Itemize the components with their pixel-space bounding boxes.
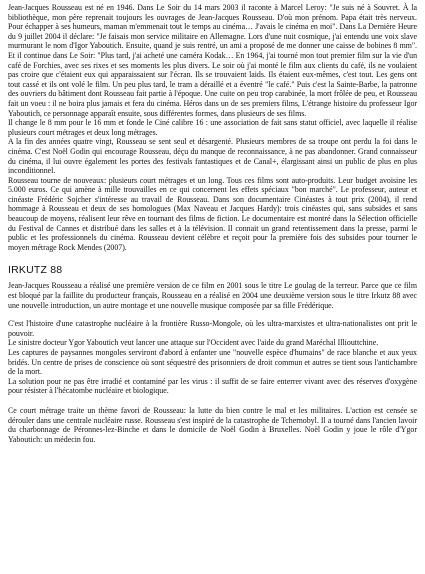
bio-paragraph-4: Rousseau tourne de nouveaux: plusieurs court métrages et un long. Tous ces films sont auto-produits. Leur budget avoisine les 5.000 euros. Ce qui amène à mille trouvailles en ce qui concernent les effets spéciaux "bon marché". Le professeur, auteur et cinéaste Frédéric Sojcher s'intéresse au travail de Rousseau. Dans son documentaire Cinéastes à tout prix (2004), il rend hommage à Rousseau et deux de ses homologues (Max Naveau et Jacques Hardy): trois cinéastes qui, sans subsides et sans beaucoup de moyens, réalisent leur rêve en tournant des films de fiction. Le documentaire est montré dans la Sélection officielle du Festival de Cannes et distribué dans les salles et à la télévision. Il connait un grand retentissement dans la presse, parmi le public et les professionnels du cinéma. Rousseau devient célèbre et reçoit pour la première fois des subsides pour tourner le moyen métrage Rock Mendes (2007). [8, 175, 417, 252]
irkutz-section [8, 264, 417, 444]
bio-paragraph-3: A la fin des années quatre vingt, Rousseau se sent seul et désargenté. Plusieurs membres de sa troupe ont perdu la foi dans le cinéma. C'est Noël Godin qui encourage Rousseau, déçu du manque de reconnaissance, à ne pas abandonner. Grand connaisseur du cinéma, il lui ouvre également les portes des festivals fantastiques et de Canal+, élargissant ainsi un public de plus en plus inconditionnel. [8, 137, 417, 176]
section-paragraph-4: Les captures de paysannes mongoles serviront d'abord à enfanter une "nouvelle espèce d'humains" de race blanche et aux yeux bridés. Un centre de prises de conscience où sont séquestré des prisonniers de droit commun et autres se tient sous l'antichambre de la mort. [8, 348, 417, 377]
bio-paragraph-1: Jean-Jacques Rousseau est né en 1946. Dans Le Soir du 14 mars 2003 il raconte à Marcel Leroy: "Je suis né à Souvret. À la bibliothèque, mon père reprenait toujours les ouvrages de Jean-Jacques Rousseau. D'où mon prénom. Papa était très nerveux. Pour échapper à ses humeurs, maman m'emmenait tout le temps au cinéma… J'avais le cinéma en moi". Dans La Dernière Heure du 9 juillet 2004 il déclare: "Je faisais mon service militaire en Allemagne. Lors d'une nuit cosmique, j'ai entendu une voix slave murmurant le nom d'Igor Yaboutich. Ensuite, quand je suis rentré, un ami a proposé de me donner une caisse de bobines 8 mm". Et il continue dans Le Soir: "Plus tard, j'ai acheté une caméra Kodak… En 1964, j'ai tourné mon tout premier film sur la vie d'un café de Forchies, avec ses rixes et ses moments les plus divers. Le soir où j'ai monté le film aux clients du café, ils ne voulaient pas croire que c'étaient eux qui apparaissaient sur l'écran. Ils se trouvaient laids. Ils étaient eux-mêmes, c'est tout. Les gens ont tout cassé et ils ont volé le film. Un peu plus tard, le tram a déraillé et a éventré "le café." Puis c'est la Sainte-Barbe, la patronne des ouvriers du bâtiment dont Rousseau fait partie à l'époque. Une cuite on peu trop carabinée, la mort frôlée de peu, et Rousseau fait un voeu : il ne boira plus jamais et fera du cinéma. Héros dans un de ses premiers films, L'étrange histoire du professeur Igor Yaboutich, ce personnage apparaît ensuite, sous différentes formes, dans plusieurs de ses films. [8, 3, 417, 118]
bio-paragraph-2: Il change le 8 mm pour le 16 mm et fonde le Ciné calibre 16 : une association de fait sans statut officiel, avec laquelle il réalise plusieurs court métrages et deux long métrages. [8, 118, 417, 137]
section-paragraph-3: Le sinistre docteur Ygor Yaboutich veut lancer une attaque sur l'Occident avec l'aide du grand Maréchal Illiouttchine. [8, 338, 379, 348]
section-paragraph-2: C'est l'histoire d'une catastrophe nucléaire à la frontière Russo-Mongole, où les ultra-marxistes et ultra-nationalistes ont prit le pouvoir. [8, 319, 417, 338]
biography-section [8, 3, 417, 252]
section-paragraph-6: Ce court métrage traite un thème favori de Rousseau: la lutte du bien contre le mal et les militaires. L'action est censée se dérouler dans une centrale nucléaire russe. Rousseau s'est inspiré de la catastrophe de Tchernobyl. Il a tourné dans l'ancien lavoir du charbonnage de Péronnes-lez-Binche et dans le domicile de Noël Godin à Bruxelles. Noël Godin y joue le rôle d'Ygor Yaboutich: un médecin fou. [8, 405, 417, 444]
section-paragraph-1: Jean-Jacques Rousseau a réalisé une première version de ce film en 2001 sous le titre Le goulag de la terreur. Parce que ce film est bloqué par la faillite du producteur français, Rousseau en a réalisé en 2004 une deuxième version sous le titre Irkutz 88 avec une nouvelle introduction, un autre montage et une nouvelle musique composée par sa fille Frédérique. [8, 281, 417, 310]
section-paragraph-5: La solution pour ne pas être irradié et contaminé par les virus : il suffit de se faire enterrer vivant avec des réserves d'oxygène pour résister à l'hécatombe nucléaire et biologique. [8, 376, 417, 396]
section-title: IRKUTZ 88 [8, 264, 63, 277]
